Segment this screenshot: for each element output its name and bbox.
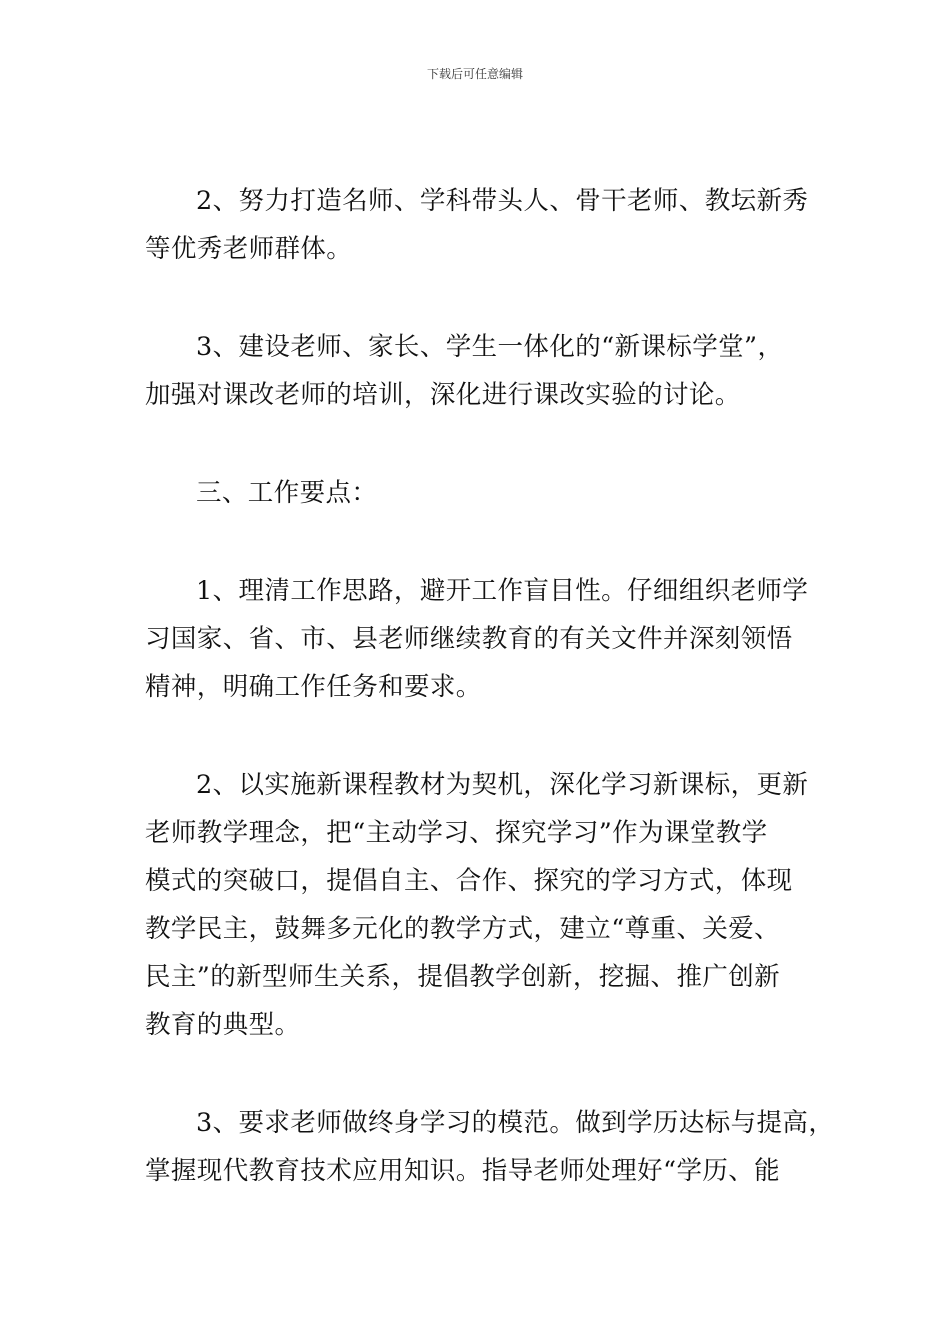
- paragraph-point-3: [145, 1099, 835, 1195]
- paragraph-line: 民主”的新型师生关系，提倡教学创新，挖掘、推广创新: [145, 962, 781, 992]
- paragraph-line: 2、以实施新课程教材为契机，深化学习新课标，更新: [196, 770, 809, 800]
- paragraph-line: 加强对课改老师的培训，深化进行课改实验的讨论。: [145, 380, 741, 410]
- paragraph-goal-3: [145, 323, 810, 419]
- paragraph-line: 老师教学理念，把“主动学习、探究学习”作为课堂教学: [145, 818, 768, 848]
- paragraph-line: 模式的突破口，提倡自主、合作、探究的学习方式，体现: [145, 866, 793, 896]
- paragraph-point-1: [145, 567, 810, 711]
- section-heading: 三、工作要点：: [196, 478, 378, 508]
- paragraph-point-2: [145, 761, 810, 1049]
- page-header: 下载后可任意编辑: [426, 67, 523, 81]
- paragraph-line: 习国家、省、市、县老师继续教育的有关文件并深刻领悟: [145, 624, 793, 654]
- paragraph-line: 等优秀老师群体。: [145, 234, 353, 264]
- section-heading-work-points: [145, 469, 810, 517]
- paragraph-line: 1、理清工作思路，避开工作盲目性。仔细组织老师学: [196, 576, 809, 606]
- paragraph-line: 教育的典型。: [145, 1010, 301, 1040]
- paragraph-line: 3、要求老师做终身学习的模范。做到学历达标与提高，: [196, 1108, 835, 1138]
- paragraph-line: 2、努力打造名师、学科带头人、骨干老师、教坛新秀: [196, 186, 809, 216]
- document-body: [145, 177, 835, 1195]
- paragraph-line: 掌握现代教育技术应用知识。指导老师处理好“学历、能: [145, 1156, 781, 1186]
- paragraph-line: 精神，明确工作任务和要求。: [145, 672, 482, 702]
- paragraph-line: 教学民主，鼓舞多元化的教学方式，建立“尊重、关爱、: [145, 914, 781, 944]
- paragraph-line: 3、建设老师、家长、学生一体化的“新课标学堂”，: [196, 332, 784, 362]
- paragraph-goal-2: [145, 177, 810, 273]
